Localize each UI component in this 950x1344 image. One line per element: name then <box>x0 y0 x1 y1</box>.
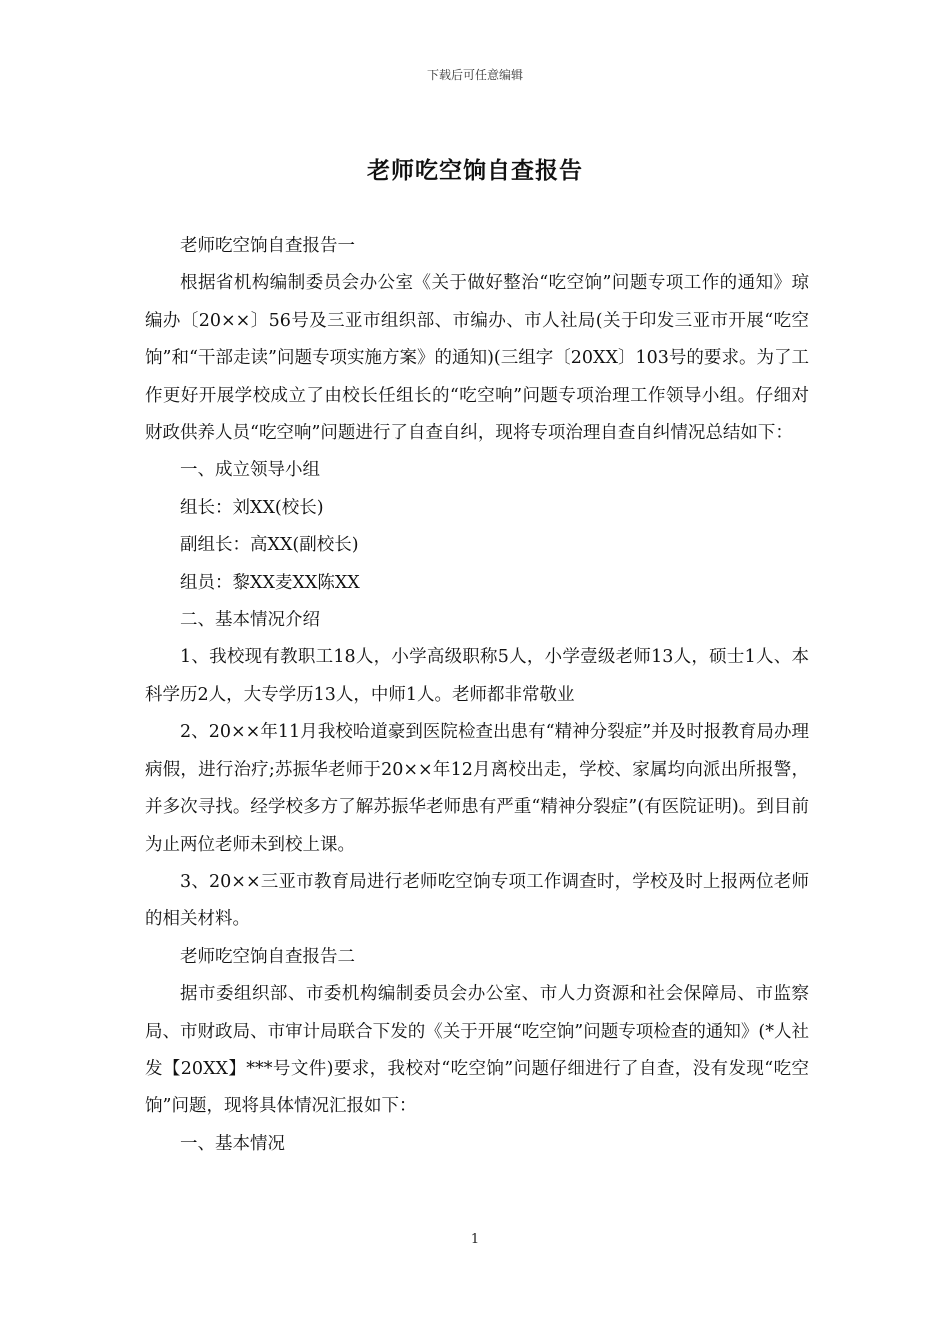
document-title: 老师吃空饷自查报告 <box>367 157 583 184</box>
leader-line: 组长：刘XX(校长) <box>180 497 324 518</box>
intro-paragraph: 根据省机构编制委员会办公室《关于做好整治“吃空饷”问题专项工作的通知》琼编办〔20××〕56号及三亚市组织部、市编办、市人社局(关于印发三亚市开展“吃空饷”和“干部走读”问题专项实施方案》的通知)(三组字〔20XX〕103号的要求。为了工作更好开展学校成立了由校长任组长的“吃空响”问题专项治理工作领导小组。仔细对财政供养人员“吃空响”问题进行了自查自纠，现将专项治理自查自纠情况总结如下： <box>145 273 809 444</box>
page-number: 1 <box>470 1232 480 1247</box>
section-heading-basic-info: 二、基本情况介绍 <box>180 610 320 631</box>
sick-leave-paragraph: 2、20××年11月我校哈道豪到医院检查出患有“精神分裂症”并及时报教育局办理病假，进行治疗;苏振华老师于20××年12月离校出走，学校、家属均向派出所报警，并多次寻找。经学校多方了解苏振华老师患有严重“精神分裂症”(有医院证明)。到目前为止两位老师未到校上课。 <box>145 722 809 855</box>
section-heading-basic: 一、基本情况 <box>180 1133 285 1154</box>
members-line: 组员：黎XX麦XX陈XX <box>180 572 360 593</box>
deputy-leader-line: 副组长：高XX(副校长) <box>180 535 359 556</box>
document-body <box>145 228 809 1163</box>
staff-paragraph: 1、我校现有教职工18人，小学高级职称5人，小学壹级老师13人，硕士1人、本科学历2人，大专学历13人，中师1人。老师都非常敬业 <box>145 647 809 705</box>
report-one-heading: 老师吃空饷自查报告一 <box>180 236 355 256</box>
report-two-heading: 老师吃空饷自查报告二 <box>180 946 355 967</box>
report-two-intro-paragraph: 据市委组织部、市委机构编制委员会办公室、市人力资源和社会保障局、市监察局、市财政局、市审计局联合下发的《关于开展“吃空饷”问题专项检查的通知》(*人社发【20XX】***号文件)要求，我校对“吃空饷”问题仔细进行了自查，没有发现“吃空饷”问题，现将具体情况汇报如下： <box>145 984 809 1117</box>
report-materials-paragraph: 3、20××三亚市教育局进行老师吃空饷专项工作调查时，学校及时上报两位老师的相关材料。 <box>145 871 809 930</box>
section-heading-leadership: 一、成立领导小组 <box>180 460 320 481</box>
page-header-note: 下载后可任意编辑 <box>426 68 523 82</box>
